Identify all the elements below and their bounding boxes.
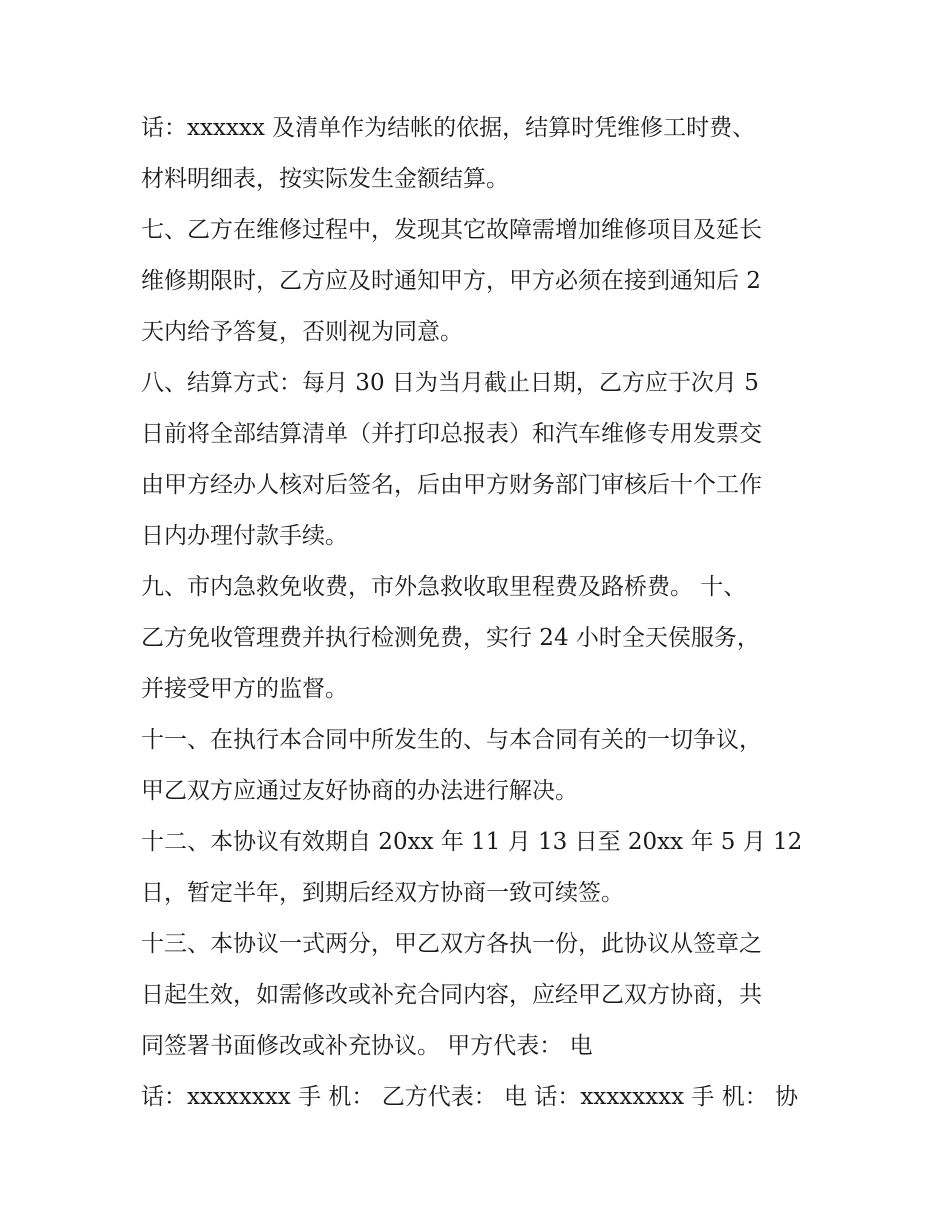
- clause-13-start: 十三、本协议一式两分，甲乙双方各执一份，此协议从签章之: [141, 931, 762, 957]
- clause-7-start: 七、乙方在维修过程中，发现其它故障需增加维修项目及延长: [141, 217, 762, 243]
- text-line: 天内给予答复，否则视为同意。: [141, 319, 463, 345]
- clause-8-start: 八、结算方式：每月 30 日为当月截止日期，乙方应于次月 5: [141, 370, 759, 396]
- text-line: 维修期限时，乙方应及时通知甲方，甲方必须在接到通知后 2: [141, 268, 761, 294]
- text-line: 由甲方经办人核对后签名，后由甲方财务部门审核后十个工作: [141, 472, 762, 498]
- text-line: 乙方免收管理费并执行检测免费，实行 24 小时全天侯服务，: [141, 625, 760, 651]
- clause-12-start: 十二、本协议有效期自 20xx 年 11 月 13 日至 20xx 年 5 月 12: [141, 829, 803, 855]
- text-line: 材料明细表，按实际发生金额结算。: [141, 166, 509, 192]
- signature-line: 同签署书面修改或补充协议。 甲方代表： 电: [141, 1033, 593, 1059]
- text-line: 甲乙双方应通过友好协商的办法进行解决。: [141, 778, 578, 804]
- text-line: 日内办理付款手续。: [141, 523, 348, 549]
- clause-9-start: 九、市内急救免收费，市外急救收取里程费及路桥费。 十、: [141, 574, 747, 600]
- text-line: 日起生效，如需修改或补充合同内容，应经甲乙双方协商，共: [141, 982, 762, 1008]
- clause-11-start: 十一、在执行本合同中所发生的、与本合同有关的一切争议，: [141, 727, 762, 753]
- text-line: 并接受甲方的监督。: [141, 676, 348, 702]
- text-line: 话：xxxxxx 及清单作为结帐的依据，结算时凭维修工时费、: [141, 115, 756, 141]
- contract-text-body: [141, 103, 821, 1123]
- contact-line: 话：xxxxxxxx 手 机： 乙方代表： 电 话：xxxxxxxx 手 机： 协: [141, 1084, 799, 1110]
- text-line: 日，暂定半年，到期后经双方协商一致可续签。: [141, 880, 624, 906]
- text-line: 日前将全部结算清单（并打印总报表）和汽车维修专用发票交: [141, 421, 762, 447]
